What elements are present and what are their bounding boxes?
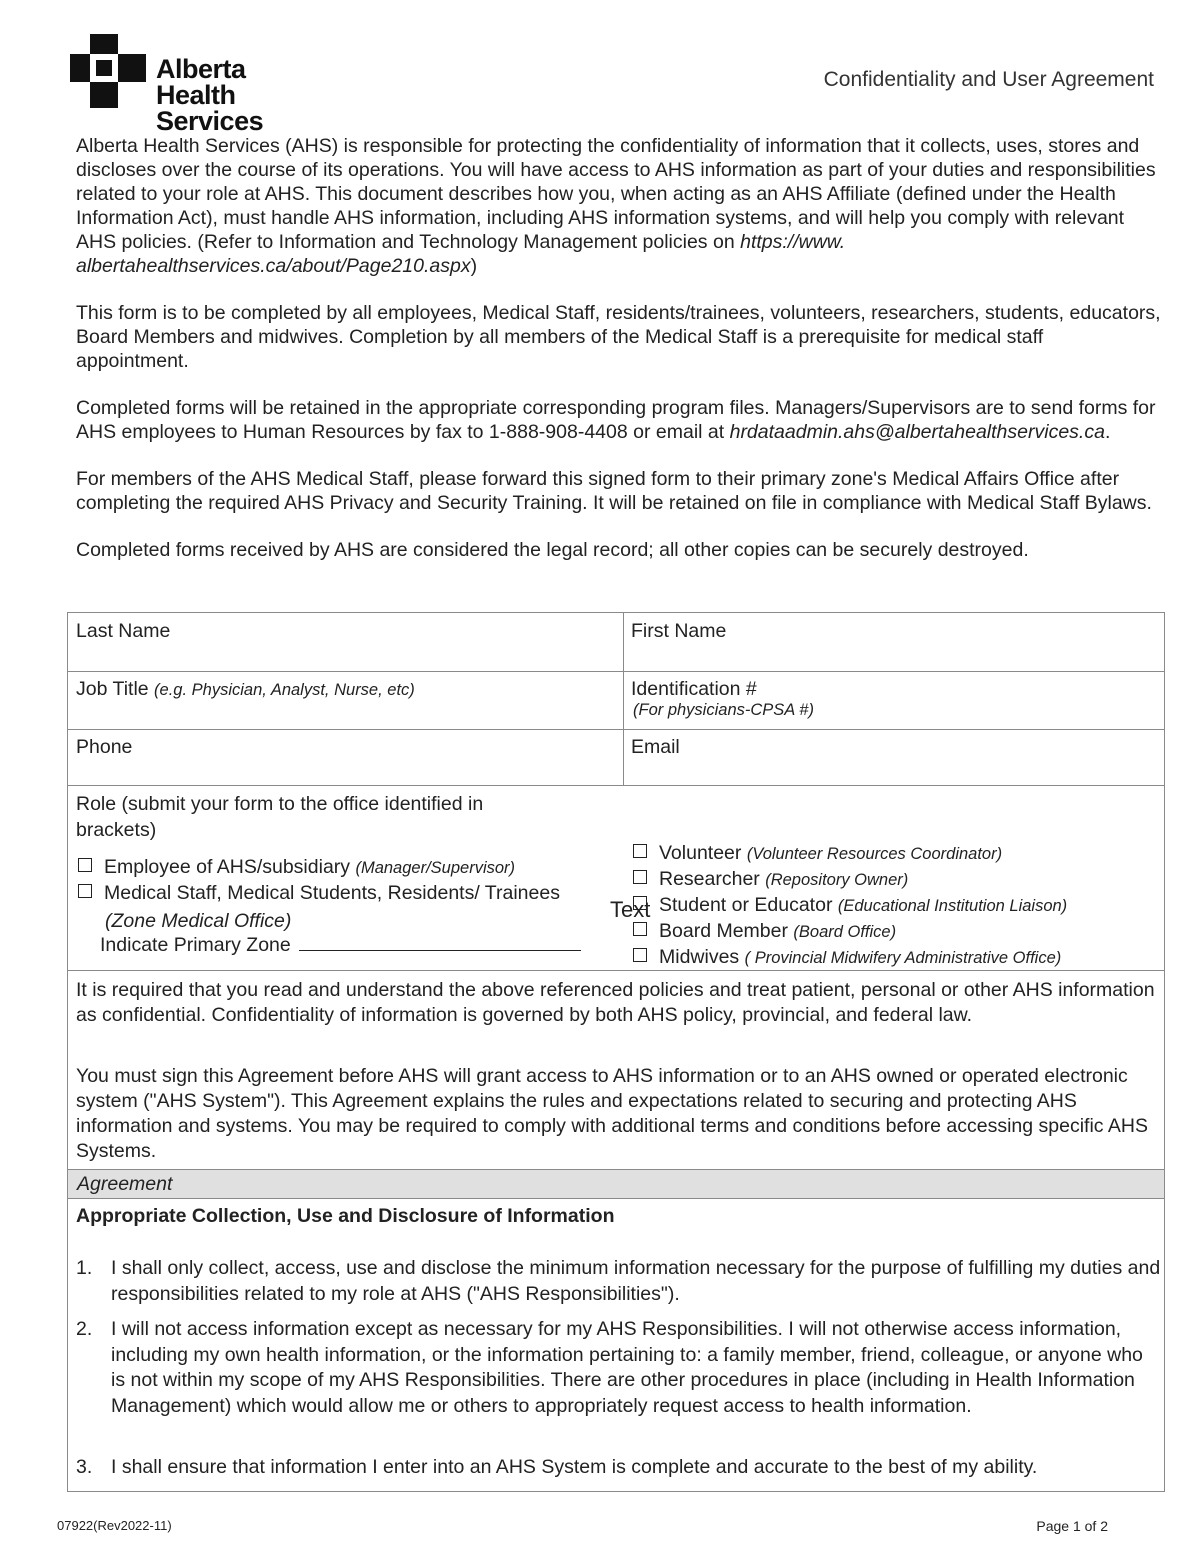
form-number: 07922(Rev2022-11) xyxy=(57,1518,172,1533)
job-title-text: Job Title xyxy=(76,678,149,700)
identification-label: Identification # xyxy=(631,678,757,700)
role-volunteer-option[interactable] xyxy=(633,842,1002,865)
list-item xyxy=(76,1256,1161,1308)
first-name-label: First Name xyxy=(631,620,727,642)
checkbox-board[interactable] xyxy=(633,922,647,936)
primary-zone-label: Indicate Primary Zone xyxy=(100,934,291,956)
primary-zone-input[interactable] xyxy=(299,949,581,951)
phone-field[interactable] xyxy=(68,730,623,785)
role-volunteer-label: Volunteer xyxy=(659,842,742,864)
intro-text xyxy=(76,134,1161,585)
role-employee-hint: (Manager/Supervisor) xyxy=(355,859,516,877)
role-midwives-label: Midwives xyxy=(659,946,740,968)
policy-paragraph-2: You must sign this Agreement before AHS will grant access to AHS information or to an AHS owned or operated electronic system ("AHS System"). This Agreement explains the rules and expectations related to securing and protecting AHS information and systems. You may be required to comply with additional terms and conditions before accessing specific AHS Systems. xyxy=(76,1065,1148,1162)
intro-p1-main: Alberta Health Services (AHS) is responsible for protecting the confidentiality of information that it collects, uses, stores and discloses over the course of its operations. You will have access to AHS information as part of your duties and responsibilities related to your role at AHS. This document describes how you, when acting as an AHS Affiliate (defined under the Health Information Act), must handle AHS information, including AHS information systems, and will help you comply with relevant AHS policies. (Refer to Information and Technology Management policies on xyxy=(76,135,1156,253)
identification-hint: (For physicians-CPSA #) xyxy=(633,701,814,719)
list-item xyxy=(76,1455,1156,1481)
item-number: 3. xyxy=(76,1456,93,1478)
text-overlay-mark: Text xyxy=(610,897,651,922)
role-section xyxy=(68,786,1164,970)
item-number: 1. xyxy=(76,1257,93,1279)
role-label: Role (submit your form to the office identified in brackets) xyxy=(76,793,484,841)
list-item xyxy=(76,1317,1156,1445)
role-board-hint: (Board Office) xyxy=(793,923,897,941)
checkbox-midwives[interactable] xyxy=(633,948,647,962)
logo-line-1: Alberta Health xyxy=(156,54,246,110)
logo-line-2: Services xyxy=(156,106,264,136)
agreement-header xyxy=(68,1169,1164,1199)
role-researcher-hint: (Repository Owner) xyxy=(765,871,909,889)
role-researcher-option[interactable] xyxy=(633,868,908,891)
intro-p3-main: Completed forms will be retained in the appropriate corresponding program files. Managers/Supervisors are to send forms for AHS employees to Human Resources by fax to 1-888-908-4408 or email at xyxy=(76,397,1156,443)
intro-paragraph-5: Completed forms received by AHS are considered the legal record; all other copies can be securely destroyed. xyxy=(76,539,1029,561)
intro-paragraph-4: For members of the AHS Medical Staff, please forward this signed form to their primary zone's Medical Affairs Office after completing the required AHS Privacy and Security Training. It will be retained on file in compliance with Medical Staff Bylaws. xyxy=(76,468,1152,514)
role-student-label: Student or Educator xyxy=(659,894,833,916)
role-midwives-option[interactable] xyxy=(633,946,1061,969)
checkbox-employee[interactable] xyxy=(78,858,92,872)
role-medical-label: Medical Staff, Medical Students, Residents/ Trainees xyxy=(104,882,560,904)
policy-paragraph-1: It is required that you read and understand the above referenced policies and treat patient, personal or other AHS information as confidential. Confidentiality of information is governed by both AHS policy, provincial, and federal law. xyxy=(76,979,1155,1026)
last-name-field[interactable] xyxy=(68,613,623,671)
email-label: Email xyxy=(631,736,680,758)
item-number: 2. xyxy=(76,1318,93,1340)
primary-zone-row xyxy=(100,934,581,957)
role-volunteer-hint: (Volunteer Resources Coordinator) xyxy=(746,845,1003,863)
role-researcher-label: Researcher xyxy=(659,868,760,890)
checkbox-researcher[interactable] xyxy=(633,870,647,884)
role-employee-option[interactable] xyxy=(78,856,515,879)
intro-paragraph-2: This form is to be completed by all employees, Medical Staff, residents/trainees, volunteers, researchers, students, educators, Board Members and midwives. Completion by all members of the Medical Staff is a prerequisite for medical staff appointment. xyxy=(76,302,1161,372)
logo-wordmark xyxy=(156,56,330,134)
identification-field[interactable] xyxy=(624,672,1164,729)
hr-email-link[interactable]: hrdataadmin.ahs@albertahealthservices.ca xyxy=(729,421,1105,443)
page-number: Page 1 of 2 xyxy=(1036,1518,1108,1534)
intro-paragraph-1 xyxy=(76,134,1161,278)
last-name-label: Last Name xyxy=(76,620,171,642)
document-title: Confidentiality and User Agreement xyxy=(823,68,1154,91)
item-text: I shall only collect, access, use and disclose the minimum information necessary for the purpose of fulfilling my duties and responsibilities related to my role at AHS ("AHS Responsibilities"). xyxy=(111,1257,1161,1305)
row-divider xyxy=(68,970,1164,971)
role-medical-option[interactable] xyxy=(78,882,560,905)
intro-paragraph-3 xyxy=(76,396,1161,444)
item-text: I shall ensure that information I enter into an AHS System is complete and accurate to the best of my ability. xyxy=(111,1456,1038,1478)
checkbox-volunteer[interactable] xyxy=(633,844,647,858)
role-board-option[interactable] xyxy=(633,920,896,943)
role-employee-label: Employee of AHS/subsidiary xyxy=(104,856,351,878)
first-name-field[interactable] xyxy=(624,613,1164,671)
role-student-option[interactable] xyxy=(633,894,1067,917)
agreement-form xyxy=(67,612,1165,1492)
role-board-label: Board Member xyxy=(659,920,788,942)
ahs-logo xyxy=(70,34,330,136)
intro-p3-end: . xyxy=(1104,421,1111,443)
role-midwives-hint: ( Provincial Midwifery Administrative Office) xyxy=(744,949,1062,967)
job-title-hint: (e.g. Physician, Analyst, Nurse, etc) xyxy=(154,681,415,699)
ahs-cross-icon xyxy=(70,34,146,108)
job-title-label xyxy=(76,678,415,701)
section-title: Appropriate Collection, Use and Disclosure of Information xyxy=(76,1205,615,1227)
policy-url-link[interactable]: https://www. albertahealthservices.ca/about/Page210.aspx xyxy=(76,231,846,277)
item-text: I will not access information except as necessary for my AHS Responsibilities. I will not otherwise access information, including my own health information, or the information pertaining to: a family member, friend, colleague, or anyone who is not within my scope of my AHS Responsibilities. There are other procedures in place (including in Health Information Management) which would allow me or others to appropriately request access to health information. xyxy=(111,1318,1143,1417)
intro-p1-end: ) xyxy=(470,255,478,277)
agreement-header-label: Agreement xyxy=(77,1173,173,1195)
role-medical-hint: (Zone Medical Office) xyxy=(105,910,292,932)
email-field[interactable] xyxy=(624,730,1164,785)
role-student-hint: (Educational Institution Liaison) xyxy=(837,897,1068,915)
job-title-field[interactable] xyxy=(68,672,623,729)
phone-label: Phone xyxy=(76,736,133,758)
checkbox-medical[interactable] xyxy=(78,884,92,898)
